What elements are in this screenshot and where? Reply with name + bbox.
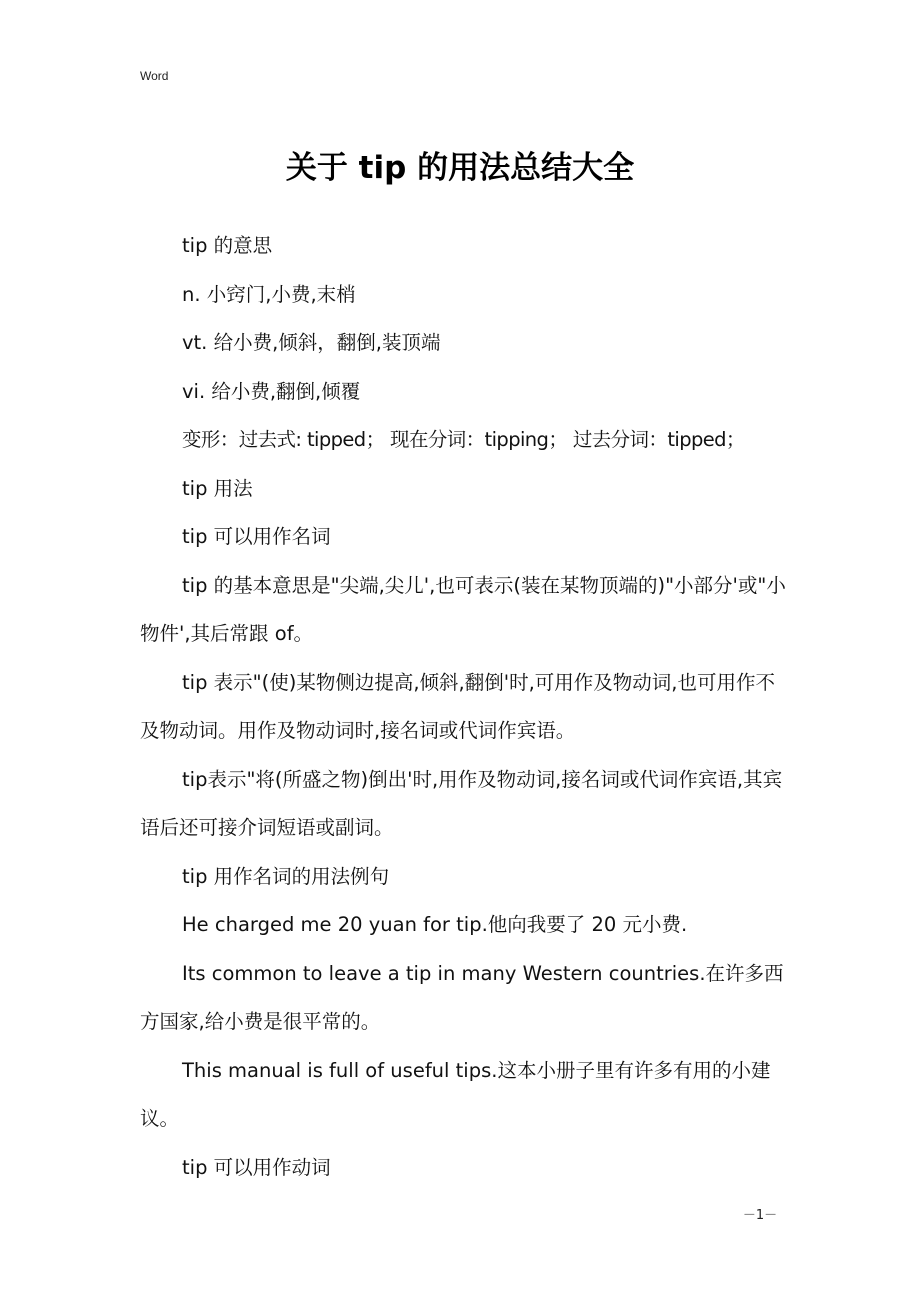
paragraph: tip 用作名词的用法例句 xyxy=(182,864,390,888)
paragraph: This manual is full of useful tips.这本小册子里有许多有用的小建议。 xyxy=(140,1058,771,1130)
paragraph: tip 可以用作名词 xyxy=(182,525,331,548)
paragraph: vi. 给小费,翻倒,倾覆 xyxy=(182,379,361,403)
paragraph: n. 小窍门,小费,末梢 xyxy=(182,282,356,306)
page-number: －1－ xyxy=(742,1208,778,1223)
paragraph: He charged me 20 yuan for tip.他向我要了 20 元小费. xyxy=(182,913,688,936)
paragraph: vt. 给小费,倾斜，翻倒,装顶端 xyxy=(182,331,441,354)
paragraph: 变形：过去式: tipped； 现在分词：tipping； 过去分词：tipped； xyxy=(182,428,745,451)
paragraph: tip 用法 xyxy=(182,476,253,500)
document-body xyxy=(140,222,790,1192)
paragraph: Its common to leave a tip in many Western countries.在许多西方国家,给小费是很平常的。 xyxy=(140,961,784,1033)
paragraph: tip 的意思 xyxy=(182,234,273,257)
paragraph: tip表示"将(所盛之物)倒出'时,用作及物动词,接名词或代词作宾语,其宾语后还可接介词短语或副词。 xyxy=(140,767,783,839)
paragraph: tip 的基本意思是"尖端,尖儿',也可表示(装在某物顶端的)"小部分'或"小物件',其后常跟 of。 xyxy=(140,573,786,645)
document-title: 关于 tip 的用法总结大全 xyxy=(285,150,635,186)
header-label: Word xyxy=(140,69,169,83)
paragraph: tip 可以用作动词 xyxy=(182,1155,331,1179)
paragraph: tip 表示"(使)某物侧边提高,倾斜,翻倒'时,可用作及物动词,也可用作不及物动词。用作及物动词时,接名词或代词作宾语。 xyxy=(140,670,775,742)
